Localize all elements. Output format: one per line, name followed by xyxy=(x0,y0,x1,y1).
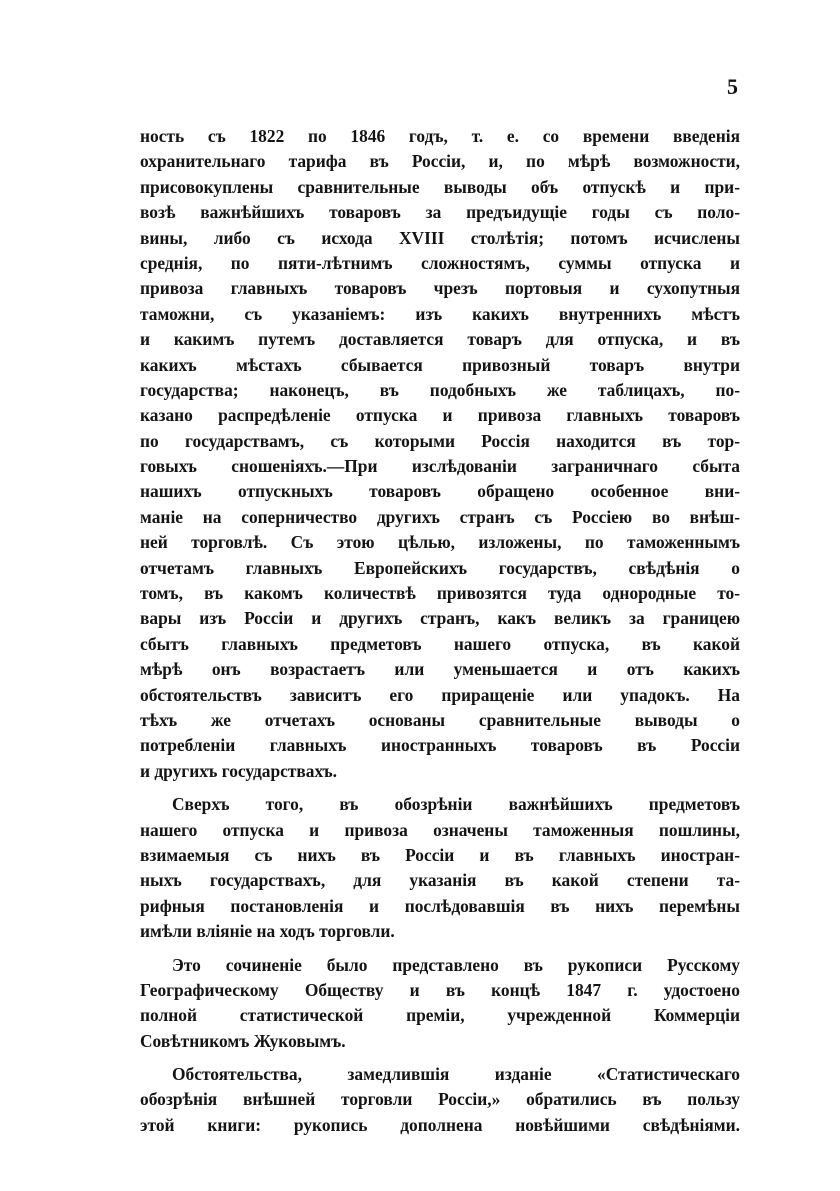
text-line: нашего отпуска и привоза означены таможенныя пошлины, xyxy=(140,819,740,840)
text-line: ность съ 1822 по 1846 годъ, т. е. со времени введенія xyxy=(140,126,740,146)
text-line: имѣли вліяніе на ходъ торговли. xyxy=(140,921,395,942)
paragraph xyxy=(140,792,740,944)
text-line: и другихъ государствахъ. xyxy=(140,760,338,781)
text-line: Совѣтникомъ Жуковымъ. xyxy=(140,1030,346,1051)
text-line: потребленіи главныхъ иностранныхъ товаровъ въ Россіи xyxy=(140,735,740,756)
text-line: Географическому Обществу и въ концѣ 1847 г. удостоено xyxy=(140,979,740,1000)
text-line: привоза главныхъ товаровъ чрезъ портовыя и сухопутныя xyxy=(140,278,740,299)
text-line: отчетамъ главныхъ Европейскихъ государствъ, свѣдѣнія о xyxy=(140,557,740,578)
text-line: говыхъ сношеніяхъ.—При изслѣдованіи заграничнаго сбыта xyxy=(140,456,740,477)
text-line: мѣрѣ онъ возрастаетъ или уменьшается и отъ какихъ xyxy=(140,659,740,680)
text-line: сбытъ главныхъ предметовъ нашего отпуска, въ какой xyxy=(140,633,740,654)
text-line: томъ, въ какомъ количествѣ привозятся туда однородные то- xyxy=(140,583,740,604)
text-line: нашихъ отпускныхъ товаровъ обращено особенное вни- xyxy=(140,481,740,502)
text-line: полной статистической преміи, учрежденной Коммерціи xyxy=(140,1005,740,1026)
paragraph-gap xyxy=(140,1054,740,1062)
text-line: обстоятельствъ зависитъ его приращеніе или упадокъ. На xyxy=(140,684,740,705)
text-line: какихъ мѣстахъ сбывается привозный товаръ внутри xyxy=(140,354,740,375)
paragraph xyxy=(140,1062,740,1138)
text-line: ней торговлѣ. Съ этою цѣлью, изложены, по таможеннымъ xyxy=(140,532,740,553)
text-line: обозрѣнія внѣшней торговли Россіи,» обратились въ пользу xyxy=(140,1089,740,1110)
paragraph xyxy=(140,953,740,1055)
text-line: казано распредѣленіе отпуска и привоза главныхъ товаровъ xyxy=(140,405,740,426)
text-line: этой книги: рукопись дополнена новѣйшими свѣдѣніями. xyxy=(140,1114,740,1135)
paragraph-gap xyxy=(140,945,740,953)
text-line: взимаемыя съ нихъ въ Россіи и въ главныхъ иностран- xyxy=(140,844,740,865)
paragraph xyxy=(140,124,740,784)
text-line: Сверхъ того, въ обозрѣніи важнѣйшихъ предметовъ xyxy=(172,794,740,815)
page-number: 5 xyxy=(727,74,738,99)
text-line: рифныя постановленія и послѣдовавшія въ нихъ перемѣны xyxy=(140,895,740,916)
text-line: среднія, по пяти-лѣтнимъ сложностямъ, суммы отпуска и xyxy=(140,252,740,273)
text-line: вины, либо съ исхода XVIII столѣтія; потомъ исчислены xyxy=(140,227,740,248)
text-line: тѣхъ же отчетахъ основаны сравнительные выводы о xyxy=(140,709,740,730)
text-line: вары изъ Россіи и другихъ странъ, какъ великъ за границею xyxy=(140,608,740,629)
text-line: таможни, съ указаніемъ: изъ какихъ внутреннихъ мѣстъ xyxy=(140,303,740,324)
text-line: ныхъ государствахъ, для указанія въ какой степени та- xyxy=(140,870,740,891)
text-line: по государствамъ, съ которыми Россія находится въ тор- xyxy=(140,430,740,451)
body-text xyxy=(140,124,740,1138)
text-line: возѣ важнѣйшихъ товаровъ за предъидущіе годы съ поло- xyxy=(140,202,740,223)
paragraph-gap xyxy=(140,784,740,792)
text-line: маніе на соперничество другихъ странъ съ Россіею во внѣш- xyxy=(140,506,740,527)
text-line: охранительнаго тарифа въ Россіи, и, по мѣрѣ возможности, xyxy=(140,151,740,172)
text-line: и какимъ путемъ доставляется товаръ для отпуска, и въ xyxy=(140,329,740,350)
text-line: Обстоятельства, замедлившія изданіе «Статистическаго xyxy=(172,1064,740,1085)
text-line: присовокуплены сравнительные выводы объ отпускѣ и при- xyxy=(140,176,740,197)
text-line: государства; наконецъ, въ подобныхъ же таблицахъ, по- xyxy=(140,379,740,400)
text-line: Это сочиненіе было представлено въ рукописи Русскому xyxy=(172,954,740,975)
